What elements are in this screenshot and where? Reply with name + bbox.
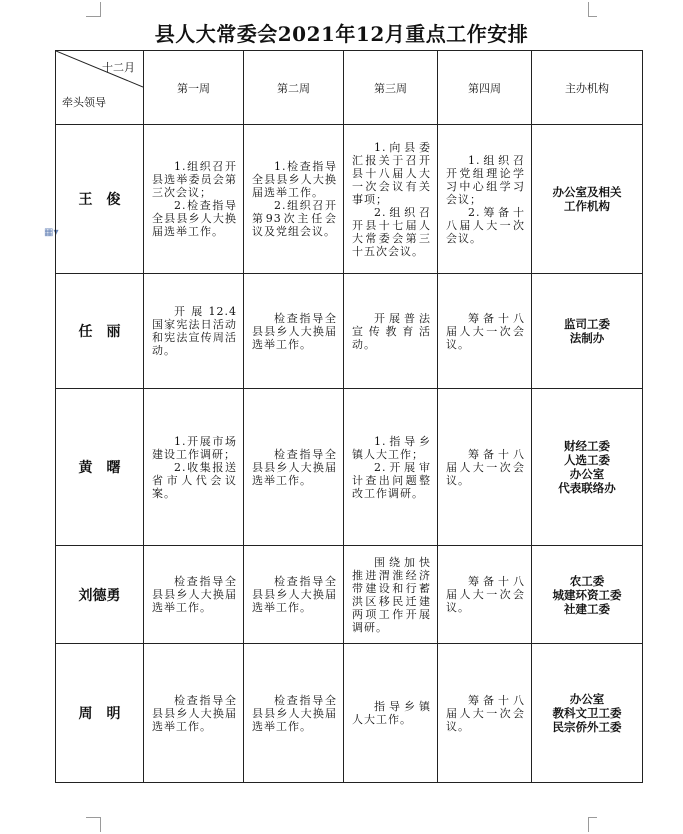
week-4-task: 筹备十八届人大一次会议。 xyxy=(438,389,532,546)
host-organization: 财经工委 人选工委 办公室 代表联络办 xyxy=(532,389,643,546)
header-week-4: 第四周 xyxy=(438,51,532,125)
week-2-task: 检查指导全县县乡人大换届选举工作。 xyxy=(244,274,344,389)
leader-name: 刘德勇 xyxy=(56,546,144,644)
week-3-task: 1.向县委汇报关于召开县十八届人大一次会议有关事项； 2.组织召开县十七届人大常委会第三十五次会议。 xyxy=(344,125,438,274)
leader-name: 任 丽 xyxy=(56,274,144,389)
week-2-task: 检查指导全县县乡人大换届选举工作。 xyxy=(244,644,344,783)
table-row xyxy=(56,389,643,546)
lead-leader-label: 牵头领导 xyxy=(62,96,106,109)
crop-mark-top-right xyxy=(588,2,597,17)
diagonal-header-cell xyxy=(56,51,144,125)
work-plan-table xyxy=(55,50,643,783)
month-label: 十二月 xyxy=(102,61,135,74)
table-row xyxy=(56,644,643,783)
week-1-task: 开展12.4国家宪法日活动和宪法宣传周活动。 xyxy=(144,274,244,389)
host-organization: 办公室及相关 工作机构 xyxy=(532,125,643,274)
page-title: 县人大常委会2021年12月重点工作安排 xyxy=(154,22,529,46)
week-2-task: 检查指导全县县乡人大换届选举工作。 xyxy=(244,389,344,546)
table-header-row xyxy=(56,51,643,125)
week-1-task: 检查指导全县县乡人大换届选举工作。 xyxy=(144,644,244,783)
week-1-task: 1.开展市场建设工作调研； 2.收集报送省市人代会议案。 xyxy=(144,389,244,546)
week-4-task: 1.组织召开党组理论学习中心组学习会议； 2.筹备十八届人大一次会议。 xyxy=(438,125,532,274)
leader-name: 黄 曙 xyxy=(56,389,144,546)
week-4-task: 筹备十八届人大一次会议。 xyxy=(438,644,532,783)
week-2-task: 检查指导全县县乡人大换届选举工作。 xyxy=(244,546,344,644)
leader-name: 周 明 xyxy=(56,644,144,783)
leader-name: 王 俊 xyxy=(56,125,144,274)
week-3-task: 围绕加快推进渭淮经济带建设和行蓄洪区移民迁建两项工作开展调研。 xyxy=(344,546,438,644)
table-row xyxy=(56,546,643,644)
document-layout-icon[interactable]: ▦▾ xyxy=(44,227,59,238)
host-organization: 办公室 教科文卫工委 民宗侨外工委 xyxy=(532,644,643,783)
week-4-task: 筹备十八届人大一次会议。 xyxy=(438,274,532,389)
week-4-task: 筹备十八届人大一次会议。 xyxy=(438,546,532,644)
week-1-task: 1.组织召开县选举委员会第三次会议； 2.检查指导全县县乡人大换届选举工作。 xyxy=(144,125,244,274)
crop-mark-bottom-left xyxy=(86,817,101,832)
header-week-1: 第一周 xyxy=(144,51,244,125)
host-organization: 监司工委 法制办 xyxy=(532,274,643,389)
header-week-2: 第二周 xyxy=(244,51,344,125)
week-2-task: 1.检查指导全县县乡人大换届选举工作。 2.组织召开第93次主任会议及党组会议。 xyxy=(244,125,344,274)
table-row xyxy=(56,125,643,274)
week-3-task: 1.指导乡镇人大工作； 2.开展审计查出问题整改工作调研。 xyxy=(344,389,438,546)
crop-mark-bottom-right xyxy=(588,817,597,832)
week-3-task: 指导乡镇人大工作。 xyxy=(344,644,438,783)
header-host-org: 主办机构 xyxy=(532,51,643,125)
header-week-3: 第三周 xyxy=(344,51,438,125)
week-3-task: 开展普法宣传教育活动。 xyxy=(344,274,438,389)
table-row xyxy=(56,274,643,389)
host-organization: 农工委 城建环资工委 社建工委 xyxy=(532,546,643,644)
crop-mark-top-left xyxy=(86,2,101,17)
week-1-task: 检查指导全县县乡人大换届选举工作。 xyxy=(144,546,244,644)
